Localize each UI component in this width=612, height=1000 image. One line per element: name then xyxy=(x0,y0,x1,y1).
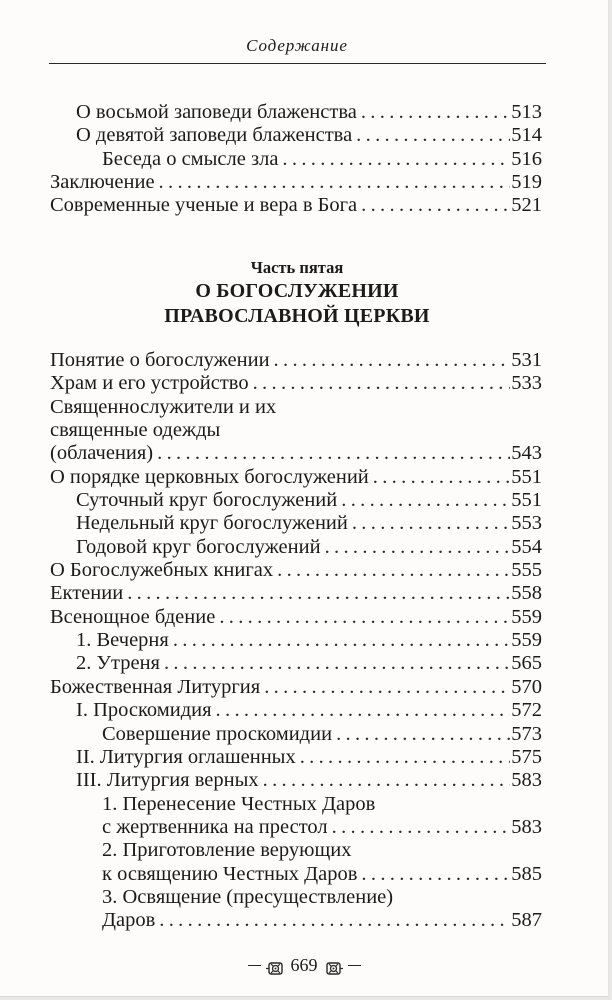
toc-entry-page: 521 xyxy=(511,194,542,217)
toc-entry-page: 551 xyxy=(511,465,542,488)
toc-entry-title: (облачения) xyxy=(50,442,154,465)
toc-entry-title: О девятой заповеди блаженства xyxy=(76,124,353,147)
toc-entry-page: 516 xyxy=(511,147,542,170)
toc-entry-page: 583 xyxy=(511,815,542,838)
dot-leader xyxy=(361,194,510,217)
toc-entry xyxy=(50,466,542,489)
dot-leader xyxy=(263,769,511,792)
toc-entry xyxy=(50,629,542,652)
dot-leader xyxy=(325,536,511,559)
toc-entry xyxy=(50,863,542,886)
part-title-line-2: ПРАВОСЛАВНОЙ ЦЕРКВИ xyxy=(164,305,430,327)
toc-entry-title: Священнослужители и их xyxy=(50,395,277,418)
toc-entry-title: Недельный круг богослужений xyxy=(76,512,348,535)
toc-entry xyxy=(50,171,542,194)
toc-entry xyxy=(50,419,542,442)
toc-entry xyxy=(50,442,542,465)
toc-entry xyxy=(50,489,542,512)
toc-entry-title: О восьмой заповеди блаженства xyxy=(76,101,357,123)
toc-entry-page: 554 xyxy=(511,535,542,558)
toc-entry-title: 3. Освящение (пресуществление) xyxy=(102,885,394,908)
toc-entry-page: 570 xyxy=(511,675,542,698)
toc-list-part-five xyxy=(50,349,542,933)
toc-entry-page: 543 xyxy=(511,442,542,465)
toc-entry xyxy=(50,396,542,419)
toc-entry-page: 559 xyxy=(511,629,542,652)
toc-entry xyxy=(50,699,542,722)
toc-entry-title: Беседа о смысле зла xyxy=(102,147,279,170)
dot-leader xyxy=(277,559,510,582)
folio-dash-left xyxy=(248,965,261,966)
toc-entry-title: Современные ученые и вера в Бога xyxy=(50,194,358,217)
toc-entry-page: 565 xyxy=(511,652,542,675)
toc-entry-page: 553 xyxy=(511,512,542,535)
toc-entry-page: 572 xyxy=(511,699,542,722)
toc-entry xyxy=(50,652,542,675)
toc-entry-title: Годовой круг богослужений xyxy=(76,535,321,558)
toc-entry xyxy=(50,101,542,124)
dot-leader xyxy=(361,101,510,124)
dot-leader xyxy=(361,863,510,886)
toc-entry xyxy=(50,746,542,769)
toc-entry xyxy=(50,769,542,792)
toc-entry-page: 575 xyxy=(511,745,542,768)
page-folio xyxy=(0,955,608,976)
toc-entry-page: 587 xyxy=(511,909,542,932)
part-label: Часть пятая xyxy=(250,258,344,277)
toc-entry-title: Понятие о богослужении xyxy=(50,349,270,371)
running-head: Содержание xyxy=(246,36,348,55)
dot-leader xyxy=(336,723,510,746)
toc-entry-title: с жертвенника на престол xyxy=(102,815,328,838)
toc-entry-title: 2. Утреня xyxy=(76,652,160,675)
toc-entry xyxy=(50,536,542,559)
dot-leader xyxy=(159,171,511,194)
toc-entry xyxy=(50,839,542,862)
toc-entry xyxy=(50,349,542,372)
toc-entry-title: О Богослужебных книгах xyxy=(50,559,274,582)
toc-entry-title: 1. Перенесение Честных Даров xyxy=(102,792,376,815)
dot-leader xyxy=(157,442,510,465)
toc-entry xyxy=(50,194,542,217)
toc-entry-title: 1. Вечерня xyxy=(76,629,169,652)
toc-entry xyxy=(50,886,542,909)
toc-entry-title: Ектении xyxy=(50,582,124,605)
toc-entry-page: 513 xyxy=(511,101,542,123)
toc-entry xyxy=(50,582,542,605)
toc-entry-page: 583 xyxy=(511,769,542,792)
toc-entry xyxy=(50,909,542,932)
toc-entry xyxy=(50,559,542,582)
toc-entry-page: 585 xyxy=(511,862,542,885)
toc-entry-title: Храм и его устройство xyxy=(50,372,249,395)
folio-dash-right xyxy=(348,965,361,966)
dot-leader xyxy=(173,629,510,652)
toc-entry-page: 559 xyxy=(511,605,542,628)
toc-entry-page: 514 xyxy=(511,124,542,147)
part-title-line-1: О БОГОСЛУЖЕНИИ xyxy=(195,280,399,302)
toc-entry xyxy=(50,723,542,746)
dot-leader xyxy=(274,349,511,372)
dot-leader xyxy=(127,582,510,605)
toc-entry-title: Суточный круг богослужений xyxy=(76,489,338,512)
toc-entry-page: 519 xyxy=(511,171,542,194)
toc-entry xyxy=(50,372,542,395)
dot-leader xyxy=(219,606,510,629)
toc-entry-title: II. Литургия оглашенных xyxy=(76,745,296,768)
toc-entry xyxy=(50,816,542,839)
page-number: 669 xyxy=(290,955,318,975)
toc-entry-page: 533 xyxy=(511,372,542,395)
toc-entry-title: О порядке церковных богослужений xyxy=(50,465,369,488)
dot-leader xyxy=(216,699,511,722)
dot-leader xyxy=(282,148,510,171)
dot-leader xyxy=(356,124,510,147)
toc-entry xyxy=(50,676,542,699)
toc-entry-title: Даров xyxy=(102,909,156,932)
dot-leader xyxy=(332,816,511,839)
toc-entry-title: III. Литургия верных xyxy=(76,769,259,792)
ornament-left-icon xyxy=(266,959,283,972)
dot-leader xyxy=(373,466,510,489)
toc-entry-title: священные одежды xyxy=(50,419,221,442)
toc-entry xyxy=(50,124,542,147)
toc-entry xyxy=(50,148,542,171)
toc-entry-title: Совершение проскомидии xyxy=(102,722,333,745)
dot-leader xyxy=(253,372,511,395)
toc-entry xyxy=(50,606,542,629)
toc-entry xyxy=(50,512,542,535)
toc-entry-title: 2. Приготовление верующих xyxy=(102,839,352,862)
toc-entry-title: Всенощное бдение xyxy=(50,605,216,628)
toc-entry-title: I. Проскомидия xyxy=(76,699,212,722)
dot-leader xyxy=(264,676,510,699)
toc-entry-page: 551 xyxy=(511,489,542,512)
toc-entry-page: 573 xyxy=(511,722,542,745)
toc-list-continued xyxy=(50,101,542,218)
dot-leader xyxy=(341,489,510,512)
toc-entry-page: 531 xyxy=(511,349,542,371)
dot-leader xyxy=(352,512,510,535)
dot-leader xyxy=(300,746,511,769)
header-rule xyxy=(49,63,546,64)
ornament-right-icon xyxy=(326,959,343,972)
dot-leader xyxy=(159,909,510,932)
toc-entry-title: Божественная Литургия xyxy=(50,675,261,698)
dot-leader xyxy=(164,652,510,675)
toc-entry-page: 555 xyxy=(511,559,542,582)
toc-entry-page: 558 xyxy=(511,582,542,605)
toc-entry-title: Заключение xyxy=(50,171,155,194)
toc-entry-title: к освящению Честных Даров xyxy=(102,862,358,885)
toc-entry xyxy=(50,793,542,816)
